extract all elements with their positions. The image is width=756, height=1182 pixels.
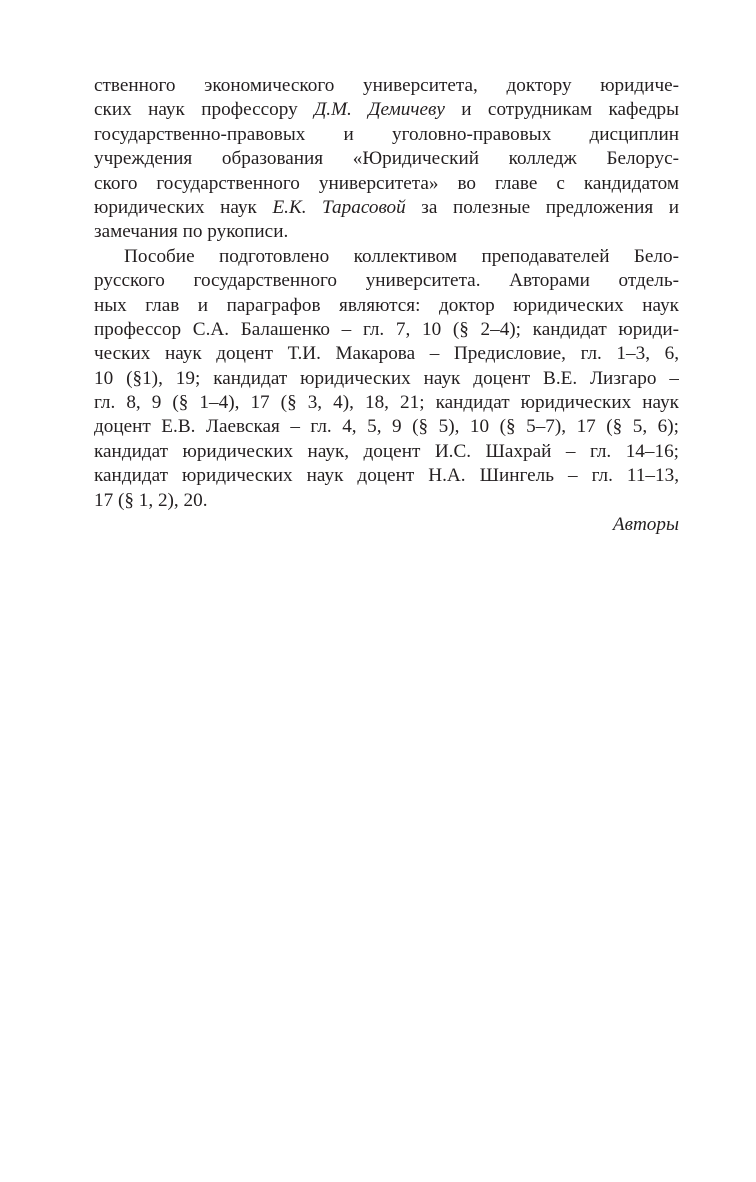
acknowledgement-paragraph <box>94 74 679 245</box>
text-line: русского государственного университета. Авторами отдель- <box>94 270 679 292</box>
text-fragment: и сотрудникам кафедры <box>444 99 679 121</box>
document-body <box>94 74 679 513</box>
reviewer-name: Е.К. Тарасовой <box>272 196 406 218</box>
text-line: учреждения образования «Юридический колледж Белорус- <box>94 148 679 170</box>
text-line: государственно-правовых и уголовно-правовых дисциплин <box>94 123 679 145</box>
signature: Авторы <box>612 514 679 535</box>
text-fragment: ских наук профессору <box>94 99 315 121</box>
text-line: ственного экономического университета, доктору юридиче- <box>94 75 679 96</box>
text-line: ского государственного университета» во главе с кандидатом <box>94 172 679 194</box>
text-line: Пособие подготовлено коллективом преподавателей Бело- <box>124 245 679 267</box>
reviewer-name: Д.М. Демичеву <box>314 99 445 121</box>
text-line: кандидат юридических наук доцент Н.А. Шингель – гл. 11–13, <box>94 465 679 487</box>
text-line: ных глав и параграфов являются: доктор юридических наук <box>94 294 679 316</box>
text-fragment: юридических наук <box>94 196 273 218</box>
text-line: гл. 8, 9 (§ 1–4), 17 (§ 3, 4), 18, 21; кандидат юридических наук <box>94 392 679 414</box>
text-line: кандидат юридических наук, доцент И.С. Шахрай – гл. 14–16; <box>94 440 679 462</box>
text-line <box>94 196 679 220</box>
text-line: 10 (§1), 19; кандидат юридических наук доцент В.Е. Лизгаро – <box>94 367 679 389</box>
text-line <box>94 98 679 122</box>
text-line: доцент Е.В. Лаевская – гл. 4, 5, 9 (§ 5), 10 (§ 5–7), 17 (§ 5, 6); <box>94 416 679 438</box>
text-line: ческих наук доцент Т.И. Макарова – Предисловие, гл. 1–3, 6, <box>94 343 679 365</box>
text-line: 17 (§ 1, 2), 20. <box>94 489 208 511</box>
text-fragment: за полезные предложения и <box>405 196 679 218</box>
text-line: профессор С.А. Балашенко – гл. 7, 10 (§ 2–4); кандидат юриди- <box>94 318 679 340</box>
authors-paragraph <box>94 245 679 513</box>
text-line: замечания по рукописи. <box>94 221 289 243</box>
